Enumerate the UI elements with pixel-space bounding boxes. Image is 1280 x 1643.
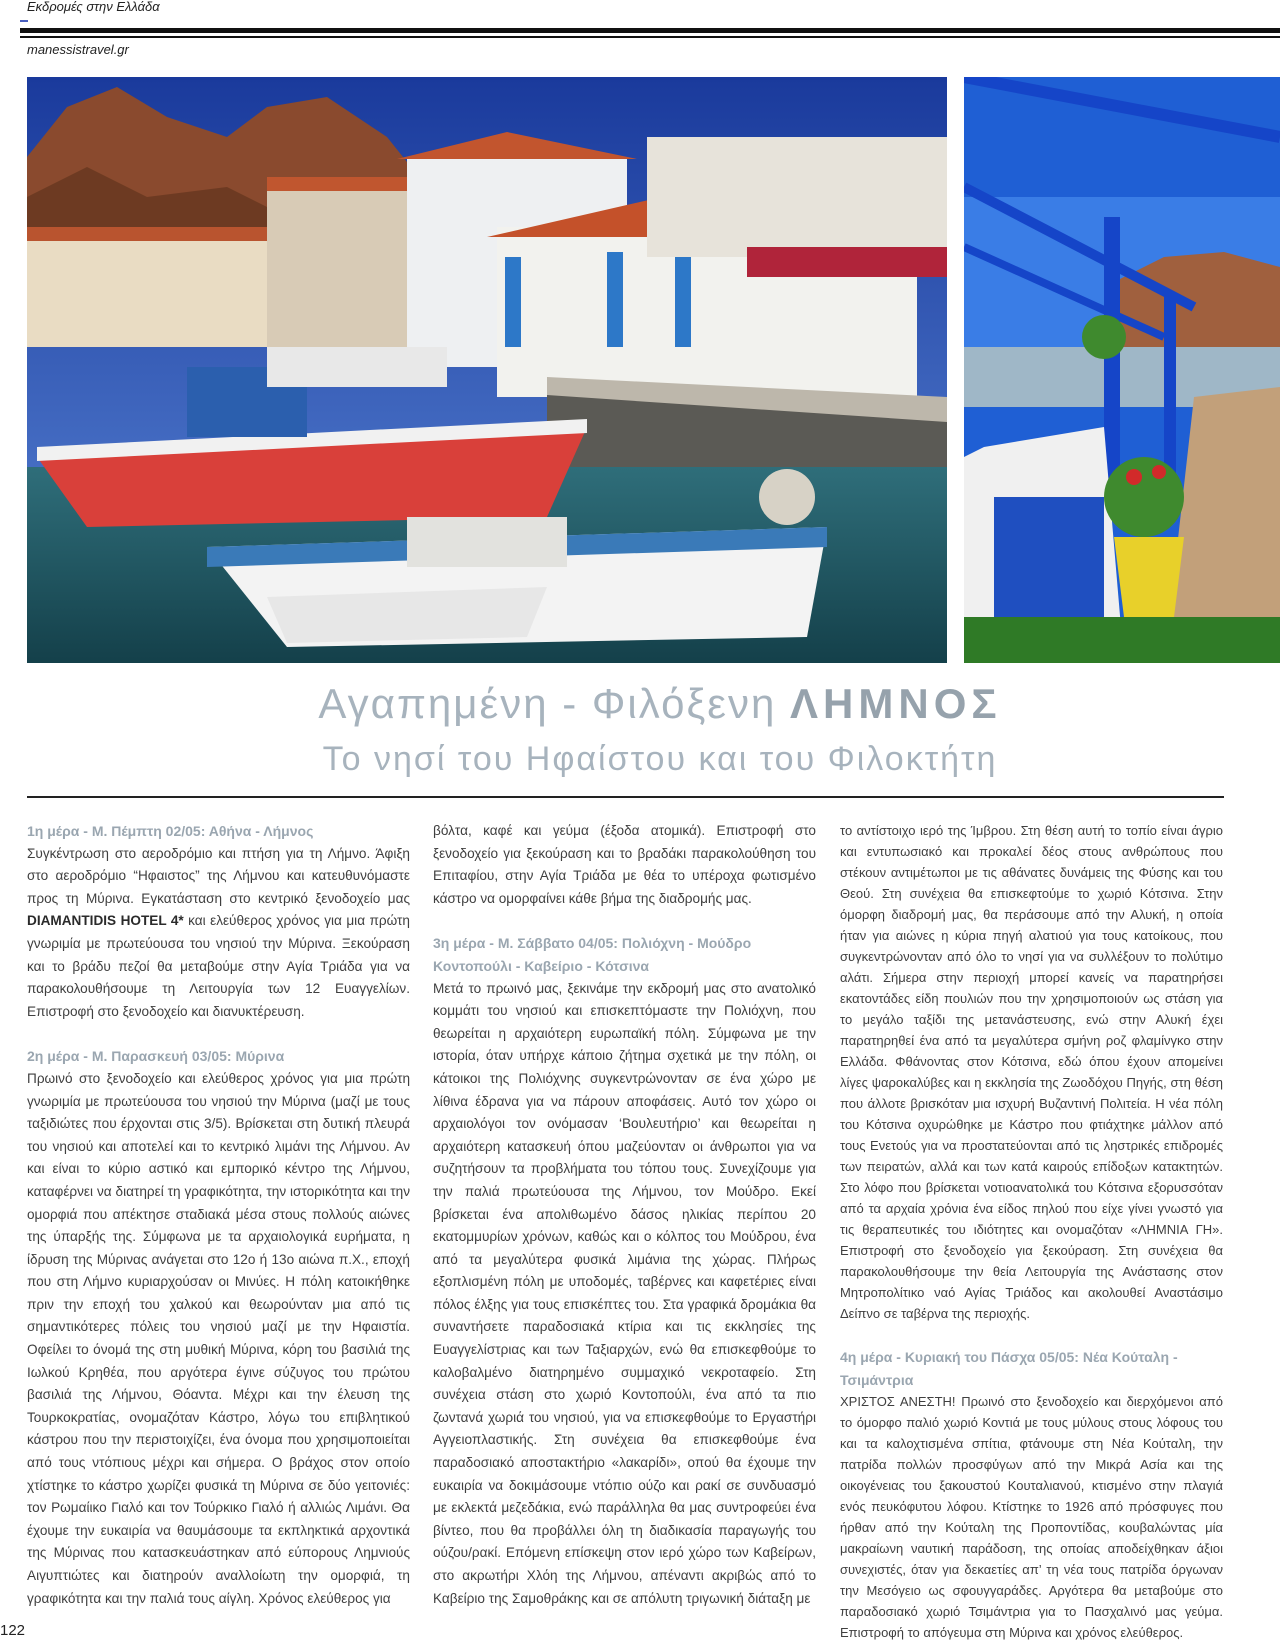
harbour-photo <box>27 77 947 663</box>
day1-text: Συγκέντρωση στο αεροδρόμιο και πτήση για τη Λήμνο. Άφιξη στο αεροδρόμιο “Ηφαιστος” της Λήμνου και κατευθυνόμαστε προς τη Μύρινα. Εγκατάσταση στο κεντρικό ξενοδοχείο μας DIAMANTIDIS HOTEL 4* και ελεύθερος χρόνος για μια πρώτη γνωριμία με πρωτεύουσα του νησιού την Μύρινα. Ξεκούραση και το βράδυ πεζοί θα μεταβούμε στην Αγία Τριάδα για να παρακολουθήσουμε τη Λειτουργία των 12 Ευαγγελίων. Επιστροφή στο ξενοδοχείο και διανυκτέρευση. <box>27 845 410 1019</box>
column-2 <box>433 820 816 1610</box>
day2-text-continued: βόλτα, καφέ και γεύμα (έξοδα ατομικά). Επιστροφή στο ξενοδοχείο για ξεκούραση και το βραδάκι παρακολούθηση του Επιταφίου, στην Αγία Τριάδα με θέα το υπέροχα φωτισμένο κάστρο να ομορφαίνει κάθε βήμα της διαδρομής μας. <box>433 823 816 906</box>
day1-heading: 1η μέρα - Μ. Πέμπτη 02/05: Αθήνα - Λήμνος <box>27 823 314 839</box>
site-url: manessistravel.gr <box>27 42 129 57</box>
day2-heading: 2η μέρα - Μ. Παρασκευή 03/05: Μύρινα <box>27 1048 285 1065</box>
day2-text: Πρωινό στο ξενοδοχείο και ελεύθερος χρόνος για μια πρώτη γνωριμία με πρωτεύουσα του νησιού την Μύρινα (μαζί με τους ταξιδιώτες που έρχονται στις 3/5). Βρίσκεται στη δυτική πλευρά του νησιού και αποτελεί και το κεντρικό λιμάνι της Λήμνου. Αν και είναι το κύριο αστικό και εμπορικό κέντρο της Λήμνου, καταφέρνει να διατηρεί τη γραφικότητα, την ιστορικότητα και την ομορφιά που απέκτησε σταδιακά μέσα στους πολλούς αιώνες της ύπαρξής της. Σύμφωνα με τα αρχαιολογικά ευρήματα, η ίδρυση της Μύρινας ανάγεται στο 12ο ή 13ο αιώνα π.Χ., εποχή που στη Λήμνο κυριαρχούσαν οι Μινύες. Η πόλη κατοικήθηκε πριν την εποχή του χαλκού και θεωρούνταν μια από τις σημαντικότερες πόλεις του νησιού μαζί με την Ηφαιστία. Οφείλει το όνομά της στη μυθική Μύρινα, κόρη του βασιλιά της Ιωλκού Κρηθέα, που αργότερα έγινε σύζυγος του πρώτου βασιλιά της Λήμνου, Θόαντα. Μέχρι και την έλευση της Τουρκοκρατίας, ονομαζόταν Κάστρο, λόγω του επιβλητικού κάστρου που την περιστοιχίζει, ένα όνομα που χρησιμοποιείται από τους ντόπιους μέχρι και σήμερα. Ο βράχος στον οποίο χτίστηκε το κάστρο χωρίζει φυσικά τη Μύρινα σε δύο γειτονιές: τον Ρωμαίικο Γιαλό και τον Τούρκικο Γιαλό ή αλλιώς Λιμάνι. Θα έχουμε την ευκαιρία να θαυμάσουμε τα εκπληκτικά αρχοντικά της Μύρινας που κατασκευάστηκαν από εύπορους Λημνιούς Αιγυπτιώτες και διατηρούν αναλλοίωτη την ομορφιά, τη γραφικότητα και την παλιά τους αίγλη. Χρόνος ελεύθερος για <box>27 1070 410 1606</box>
page-title <box>0 680 1280 728</box>
page-subtitle: Το νησί του Ηφαίστου και του Φιλοκτήτη <box>322 740 998 778</box>
pergola-photo <box>964 77 1280 663</box>
day3-text: Μετά το πρωινό μας, ξεκινάμε την εκδρομή μας στο ανατολικό κομμάτι του νησιού και επισκεπτόμαστε την Πολιόχνη, που θεωρείται η αρχαιότερη ευρωπαϊκή πόλη. Σύμφωνα με την ιστορία, όταν υπήρχε κάποιο ζήτημα σχετικά με την πόλη, οι κάτοικοι της Πολιόχνης συγκεντρώνονταν σε ένα χώρο με λίθινα έδρανα για να πάρουν αποφάσεις. Αυτό τον χώρο οι αρχαιολόγοι τον ονόμασαν ‘Βουλευτήριο’ και θεωρείται η αρχαιότερη κατασκευή όπου μαζεύονταν οι άνθρωποι για να συζητήσουν τα προβλήματα του τόπου τους. Συνεχίζουμε για την παλιά πρωτεύουσα της Λήμνου, τον Μούδρο. Εκεί βρίσκεται ένα απολιθωμένο δάσος ηλικίας περίπου 20 εκατομμυρίων χρόνων, καθώς και ο κόλπος του Μούδρου, ένα από τα μεγαλύτερα φυσικά λιμάνια της χώρας. Πλήρως εξοπλισμένη πόλη με υποδομές, ταβέρνες και καφετέριες είναι πόλος έλξης για τους επισκέπτες του. Στα γραφικά δρομάκια θα συναντήσετε παραδοσιακά κτίρια και τις εκκλησίες της Ευαγγελίστριας και των Ταξιαρχών, ενώ θα επισκεφθούμε το καλοβαλμένο διατηρημένο συμμαχικό νεκροταφείο. Στη συνέχεια στάση στο χωριό Κοντοπούλι, ένα από τα πιο ζωντανά χωριά του νησιού, για να επισκεφθούμε το Εργαστήρι Αγγειοπλαστικής. Στη συνέχεια θα επισκεφθούμε ένα παραδοσιακό αποστακτήριο «λακαρίδι», οπού θα έχουμε την ευκαιρία να δοκιμάσουμε ντόπιο ούζο και ρακί σε συνδυασμό με εκλεκτά μεζεδάκια, ενώ παράλληλα θα μας συντροφεύει ένα βίντεο, που θα προβάλλει όλη τη διαδικασία παραγωγής του ούζου/ρακί. Επόμενη επίσκεψη στον ιερό χώρο των Καβείρων, στο ακρωτήρι Χλόη της Λήμνου, απέναντι ακριβώς από το Καβείριο της Σαμοθράκης και σε απόλυτη τριγωνική διάταξη με <box>433 980 816 1606</box>
running-head: Εκδρομές στην Ελλάδα <box>27 0 160 14</box>
day4-heading: 4η μέρα - Κυριακή του Πάσχα 05/05: Νέα Κούταλη - Τσιμάντρια <box>840 1349 1178 1388</box>
column-3 <box>840 820 1223 1643</box>
header-rule-thick <box>20 28 1280 33</box>
title-prefix: Αγαπημένη - Φιλόξενη <box>318 680 777 727</box>
hotel-name: DIAMANTIDIS HOTEL 4* <box>27 913 184 929</box>
day4-text: ΧΡΙΣΤΟΣ ΑΝΕΣΤΗ! Πρωινό στο ξενοδοχείο και διερχόμενοι από το όμορφο παλιό χωριό Κοντιά με τους μύλους στους λόφους του και τα καλοχτισμένα σπίτια, φτάνουμε στη Νέα Κούταλη, την πατρίδα πολλών προσφύγων από την Μικρά Ασία και της οικογένειας του ξακουστού Κουταλιανού, κτισμένο στην πλαγιά ενός πευκόφυτου λόφου. Κτίστηκε το 1926 από πρόσφυγες που ήρθαν από την Κούταλη της Προποντίδας, κουβαλώντας μία μακραίωνη ναυτική παράδοση, της οποίας αποδείχθηκαν άξιοι συνεχιστές, όταν για δεκαετίες απ’ τη νέα τους πατρίδα όργωναν την Μεσόγειο ως σφουγγαράδες. Αργότερα θα μεταβούμε στο παραδοσιακό χωριό Τσιμάντρια για το Πασχαλινό μας γεύμα. Επιστροφή το απόγευμα στη Μύρινα και χρόνος ελεύθερος. <box>840 1394 1223 1641</box>
day3-text-continued: το αντίστοιχο ιερό της Ίμβρου. Στη θέση αυτή το τοπίο είναι άγριο και εντυπωσιακό και προκαλεί δέος στους ανθρώπους που στέκουν αντιμέτωποι με τις αθάνατες δυνάμεις της Φύσης και του Θεού. Στη συνέχεια θα επισκεφτούμε το χωριό Κότσινα. Στην όμορφη διαδρομή μας, θα περάσουμε από την Αλυκή, η οποία ήταν για αιώνες η κύρια πηγή αλατιού για τους κατοίκους, που συγκεντρώνονταν από όλο το νησί για να συλλέξουν το πολύτιμο αλάτι. Σήμερα στην περιοχή μπορεί κανείς να παρατηρήσει εκατοντάδες είδη πουλιών που την χρησιμοποιούν ως στάση για το μεγάλο ταξίδι της μετανάστευσης, ενώ στην Αλυκή έχει παρατηρηθεί ένα από τα μεγαλύτερα σμήνη ροζ φλαμίνγκο στην Ελλάδα. Φθάνοντας στον Κότσινα, εδώ όπου έχουν απομείνει λίγες ψαροκαλύβες και η εκκλησία της Ζωοδόχου Πηγής, στη θέση που άλλοτε βρισκόταν μια ισχυρή Βυζαντινή Πολιτεία. Η νέα πόλη του Κότσινα οχυρώθηκε με Κάστρο που φτιάχτηκε μάλλον από τους Ενετούς για να προστατεύονται από τις ληστρικές επιδρομές των πειρατών, αλλά και των κατά καιρούς επίδοξων κατακτητών. Στο λόφο που βρίσκεται νοτιοανατολικά του Κότσινα εξορυσσόταν από τα αρχαία χρόνια ένα είδος πηλού που είχε γίνει γνωστό για τις θεραπευτικές του ιδιότητες και ονομαζόταν «ΛΗΜΝΙΑ ΓΗ». Επιστροφή στο ξενοδοχείο για ξεκούραση. Στη συνέχεια θα παρακολουθήσουμε την θεία Λειτουργία της Ανάστασης στον Μητροπολίτικο ναό Αγίας Τριάδος και ακολουθεί Αναστάσιμο Δείπνο σε ταβέρνα της περιοχής. <box>840 823 1223 1321</box>
title-island: ΛΗΜΝΟΣ <box>790 680 1002 727</box>
header-rule-thin <box>20 36 1280 38</box>
header-accent <box>20 20 28 22</box>
column-1 <box>27 820 410 1610</box>
page-number: 122 <box>0 1622 26 1639</box>
day3-heading: 3η μέρα - Μ. Σάββατο 04/05: Πολιόχνη - Μούδρο Κοντοπούλι - Καβείριο - Κότσινα <box>433 935 752 974</box>
title-rule <box>27 796 1224 798</box>
